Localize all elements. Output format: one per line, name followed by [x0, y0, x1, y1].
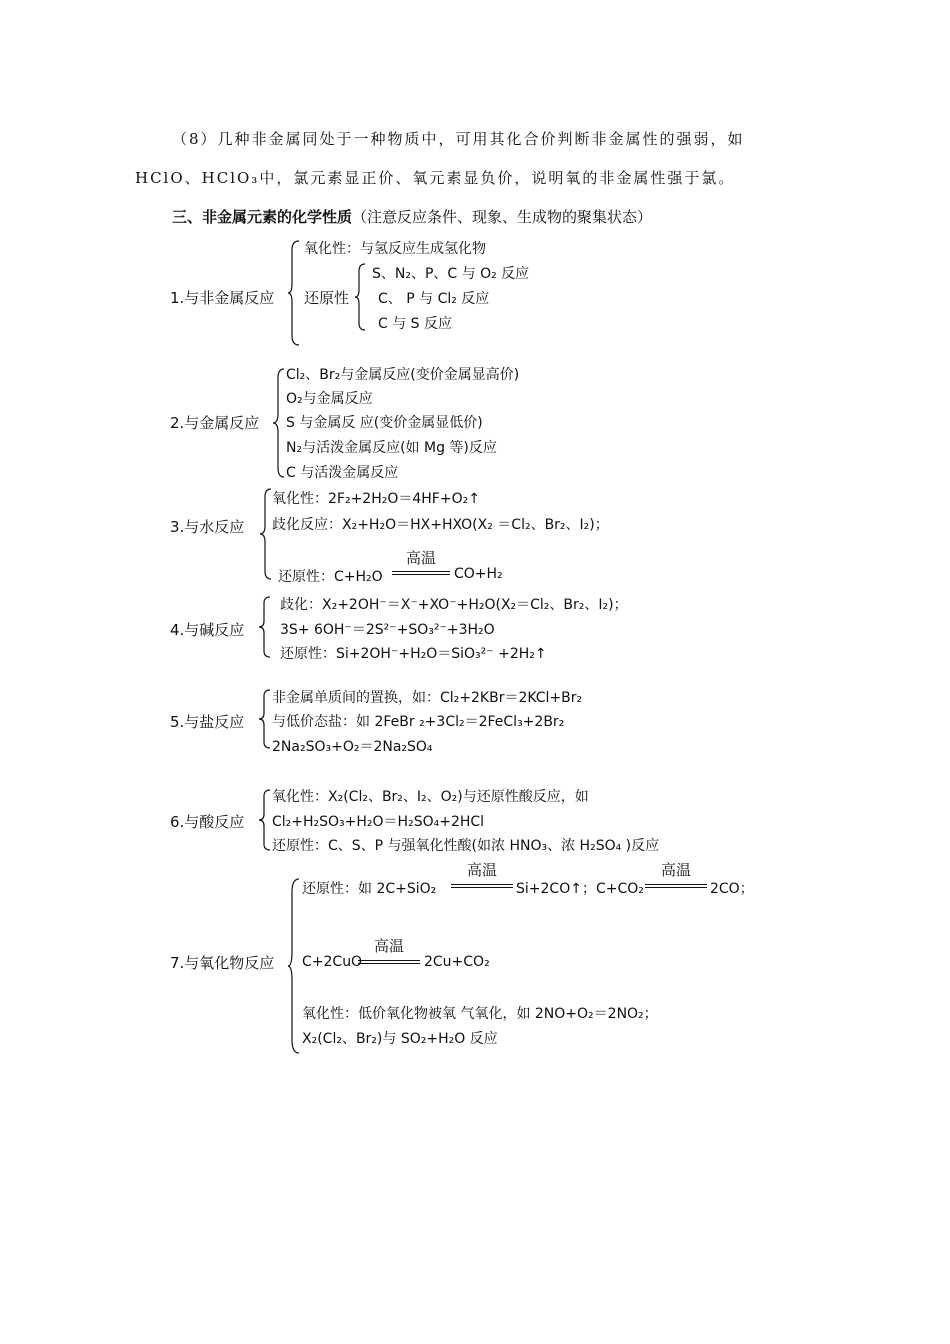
- g1-reduction-line-3: C 与 S 反应: [378, 316, 453, 332]
- g3-products: CO+H₂: [454, 566, 503, 582]
- g3-oxidation: 氧化性：2F₂+2H₂O＝4HF+O₂↑: [272, 491, 480, 507]
- g7-label: 7.与氧化物反应: [170, 954, 275, 972]
- g1-brace: [287, 240, 301, 346]
- g3-condition: 高温: [405, 549, 436, 567]
- g7-line-2-start: C+2CuO: [302, 954, 363, 970]
- g3-disproportionation: 歧化反应：X₂+H₂O＝HX+HXO(X₂ ＝Cl₂、Br₂、I₂)；: [272, 517, 609, 533]
- g1-oxidation: 氧化性：与氢反应生成氢化物: [304, 241, 486, 257]
- g7-condition-1: 高温: [466, 861, 497, 879]
- g1-reduction-label: 还原性: [304, 289, 350, 307]
- g7-line-4: X₂(Cl₂、Br₂)与 SO₂+H₂O 反应: [302, 1031, 498, 1047]
- g6-label: 6.与酸反应: [170, 813, 245, 831]
- g3-brace: [259, 488, 273, 580]
- g4-line-1: 歧化：X₂+2OH⁻＝X⁻+XO⁻+H₂O(X₂＝Cl₂、Br₂、I₂)；: [280, 597, 628, 613]
- intro-line-1: （8）几种非金属同处于一种物质中，可用其化合价判断非金属性的强弱，如: [172, 130, 745, 148]
- g2-line-1: Cl₂、Br₂与金属反应(变价金属显高价): [286, 367, 520, 383]
- section-note: （注意反应条件、现象、生成物的聚集状态）: [352, 208, 653, 226]
- g7-line-3: 氧化性：低价氧化物被氧 气氧化，如 2NO+O₂＝2NO₂；: [302, 1006, 658, 1022]
- g7-reaction-arrow-3: [358, 960, 420, 961]
- g4-brace: [258, 596, 272, 658]
- g5-line-3: 2Na₂SO₃+O₂＝2Na₂SO₄: [272, 739, 433, 755]
- g3-reduction: 还原性：C+H₂O: [278, 569, 383, 585]
- g2-line-2: O₂与金属反应: [286, 391, 373, 407]
- g2-line-5: C 与活泼金属反应: [286, 465, 399, 481]
- g5-label: 5.与盐反应: [170, 713, 245, 731]
- g2-label: 2.与金属反应: [170, 414, 260, 432]
- g7-line-1-start: 还原性：如 2C+SiO₂: [302, 881, 437, 897]
- g7-line-2-end: 2Cu+CO₂: [424, 954, 490, 970]
- g5-brace: [258, 689, 272, 749]
- g6-line-3: 还原性：C、S、P 与强氧化性酸(如浓 HNO₃、浓 H₂SO₄ )反应: [272, 838, 660, 854]
- g5-line-1: 非金属单质间的置换，如：Cl₂+2KBr＝2KCl+Br₂: [272, 690, 583, 706]
- g1-reduction-brace: [354, 263, 366, 331]
- g4-line-2: 3S+ 6OH⁻＝2S²⁻+SO₃²⁻+3H₂O: [280, 622, 495, 638]
- g7-reaction-arrow-2: [645, 884, 707, 885]
- g2-brace: [272, 368, 286, 478]
- g4-label: 4.与碱反应: [170, 621, 245, 639]
- section-title: 三、非金属元素的化学性质: [172, 208, 353, 226]
- g6-line-2: Cl₂+H₂SO₃+H₂O＝H₂SO₄+2HCl: [272, 814, 485, 830]
- g3-reaction-arrow: [392, 571, 450, 572]
- g2-line-4: N₂与活泼金属反应(如 Mg 等)反应: [286, 440, 497, 456]
- g1-reduction-line-2: C、 P 与 Cl₂ 反应: [378, 291, 490, 307]
- intro-line-2: HClO、HClO₃中，氯元素显正价、氧元素显负价，说明氧的非金属性强于氯。: [135, 169, 736, 187]
- g6-line-1: 氧化性：X₂(Cl₂、Br₂、I₂、O₂)与还原性酸反应，如: [272, 789, 589, 805]
- g7-condition-3: 高温: [373, 937, 404, 955]
- g4-line-3: 还原性：Si+2OH⁻+H₂O＝SiO₃²⁻ +2H₂↑: [280, 646, 547, 662]
- g2-line-3: S 与金属反 应(变价金属显低价): [286, 415, 483, 431]
- g7-condition-2: 高温: [660, 861, 691, 879]
- g7-line-1-mid: Si+2CO↑；C+CO₂: [516, 881, 644, 897]
- g7-reaction-arrow-1: [451, 884, 513, 885]
- g7-brace: [287, 878, 301, 1054]
- g3-label: 3.与水反应: [170, 518, 245, 536]
- g1-reduction-line-1: S、N₂、P、C 与 O₂ 反应: [372, 266, 530, 282]
- g5-line-2: 与低价态盐：如 2FeBr ₂+3Cl₂＝2FeCl₃+2Br₂: [272, 714, 565, 730]
- section-heading: [172, 206, 652, 227]
- g6-brace: [258, 789, 272, 851]
- g1-label: 1.与非金属反应: [170, 289, 275, 307]
- g7-line-1-end: 2CO；: [710, 881, 754, 897]
